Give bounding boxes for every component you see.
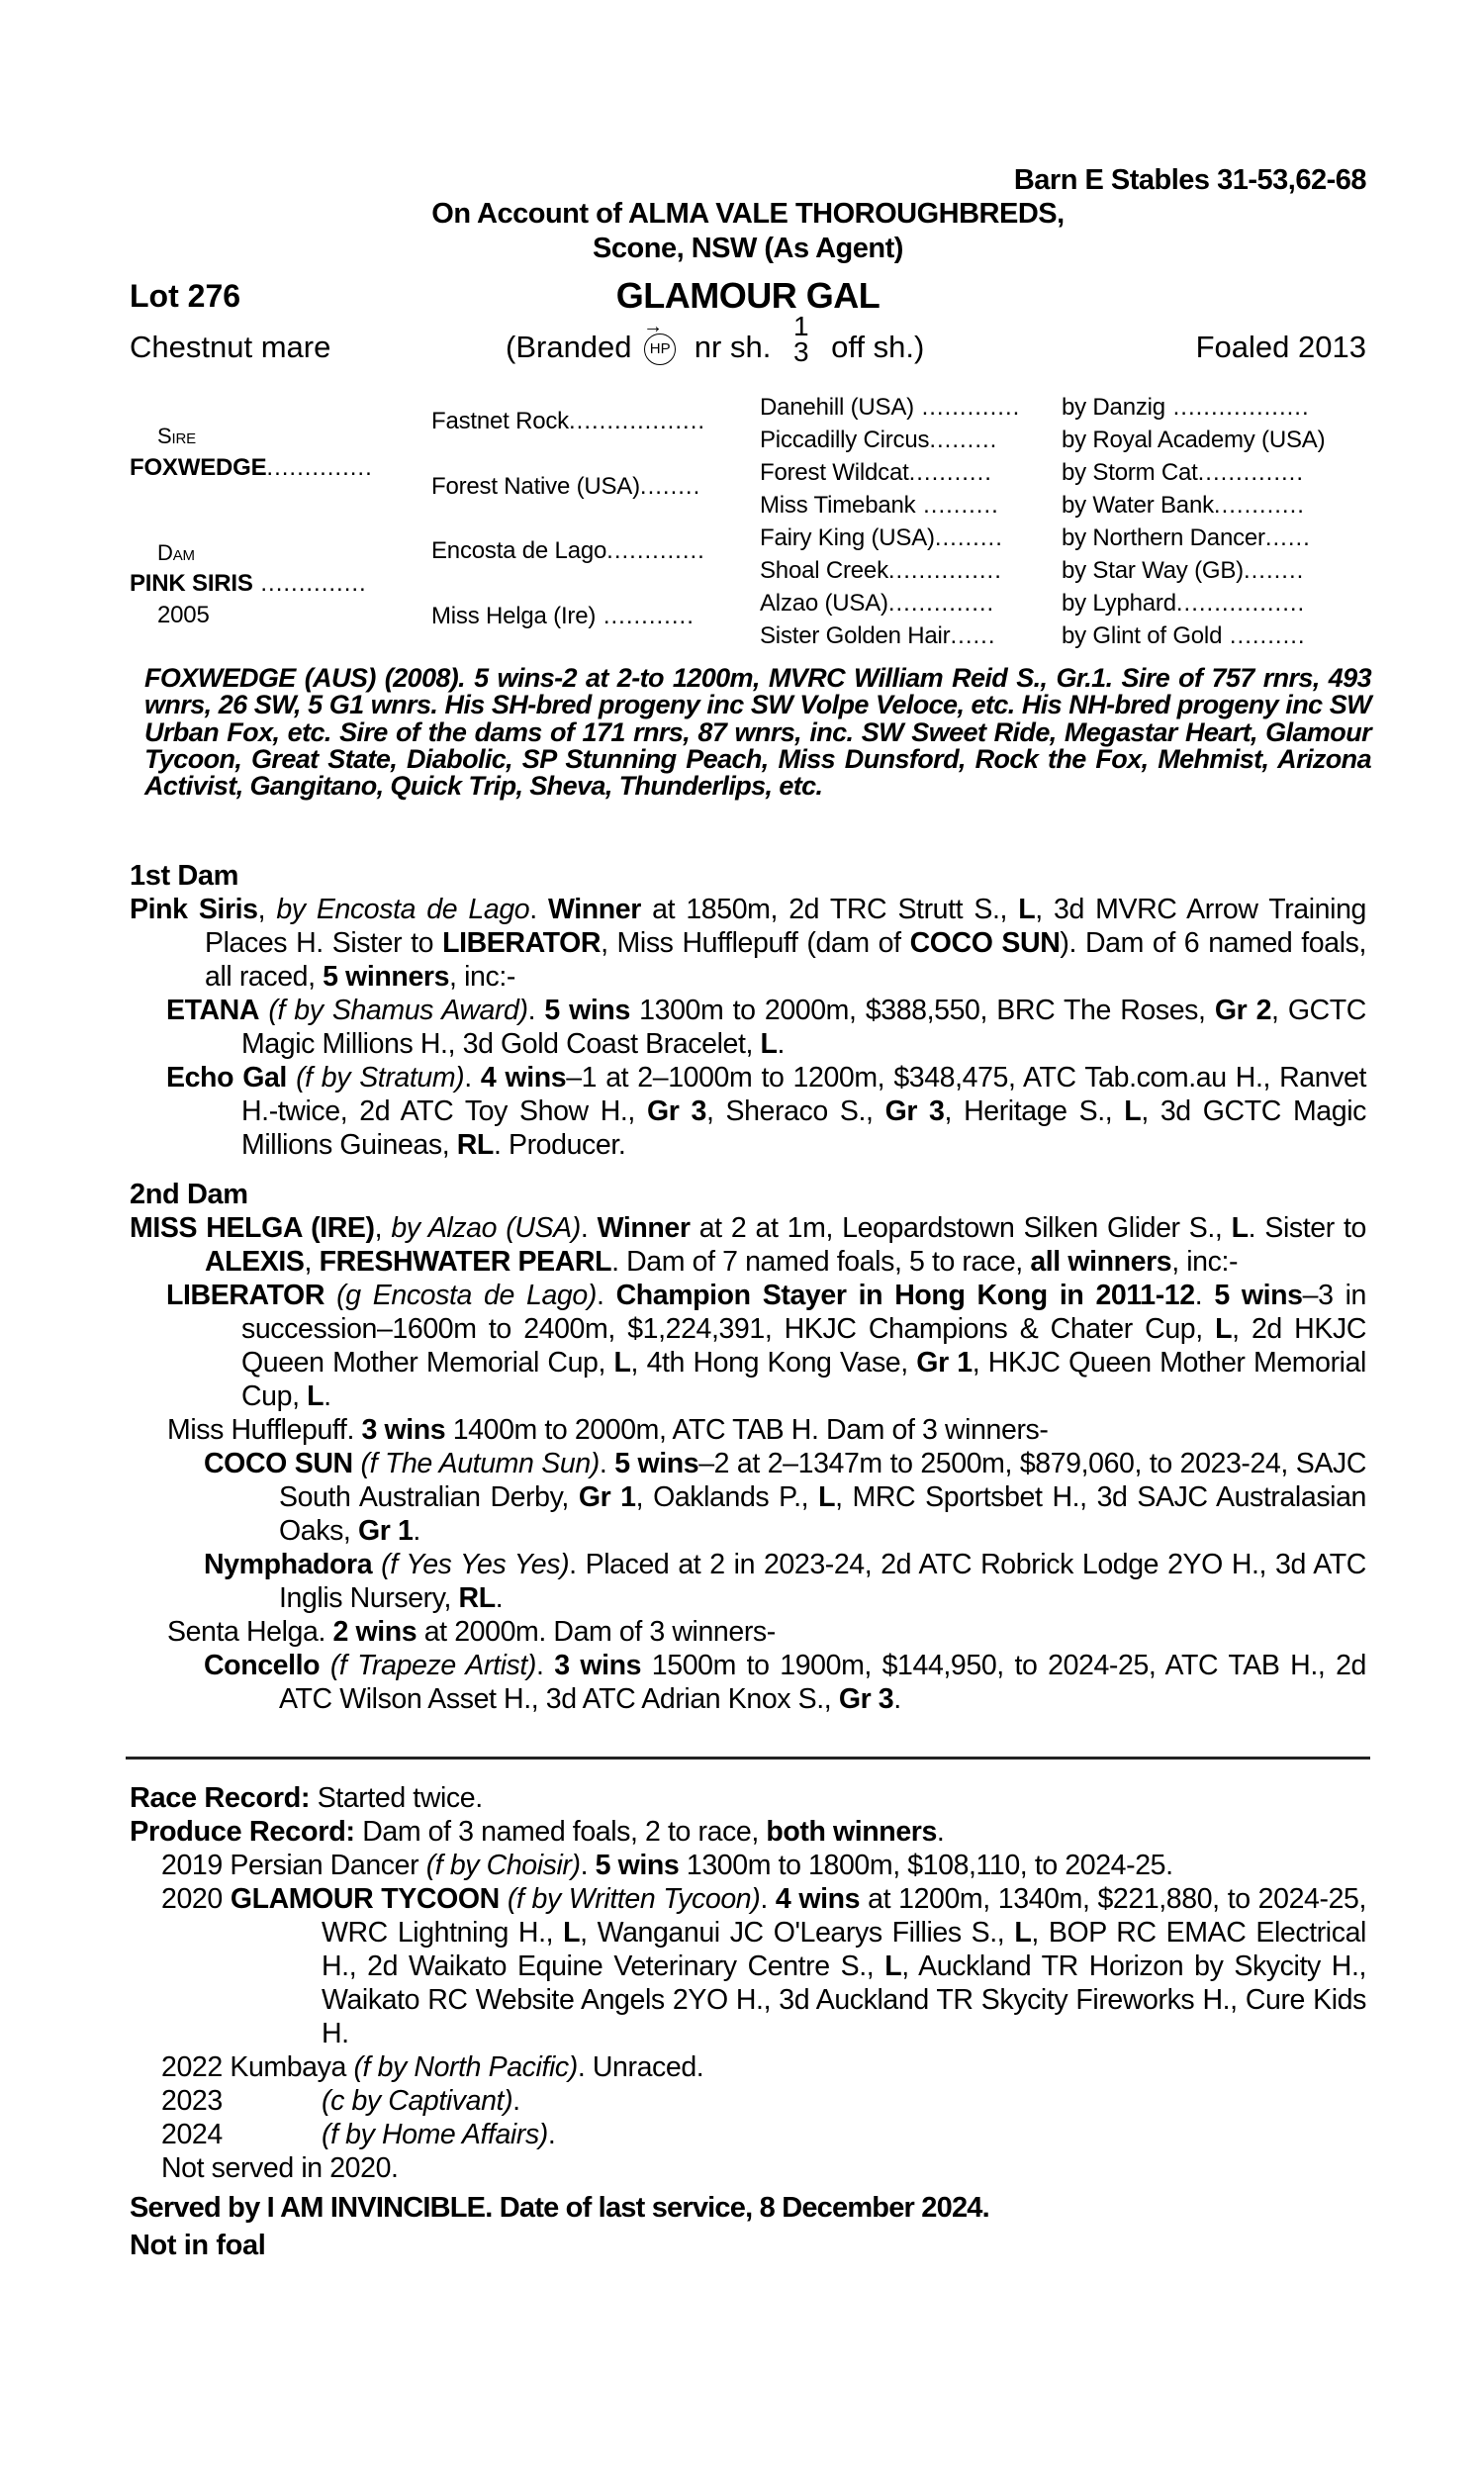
text-run: , 3d MVRC Arrow Training Places H. Sister to	[205, 894, 1366, 959]
text-run: , 2d HKJC Queen Mother Memorial Cup,	[241, 1313, 1366, 1379]
brand-mark-text: HP	[649, 339, 671, 357]
second-dam-paragraph: MISS HELGA (IRE), by Alzao (USA). Winner at 2 at 1m, Leopardstown Silken Glider S., L. Sister to ALEXIS, FRESHWATER PEARL. Dam of 7 named foals, 5 to race, all winners, inc:-	[130, 1212, 1366, 1278]
text-run: Fairy King (USA)	[760, 524, 935, 551]
text-run: .	[495, 1582, 504, 1614]
text-run: .	[596, 1280, 616, 1311]
text-run: 1500m to 1900m, $144,950, to 2024-25, ATC TAB H., 2d ATC Wilson Asset H., 3d ATC Adrian Knox S.,	[279, 1650, 1366, 1715]
italic-text: (f by Written Tycoon)	[507, 1883, 761, 1915]
horse-description	[130, 310, 1366, 379]
first-dam-section	[130, 859, 1366, 1162]
progeny-nymphadora	[130, 1548, 1366, 1615]
text-run: by Royal Academy (USA)	[1062, 427, 1326, 453]
leader-dots: .........	[934, 524, 1003, 551]
ggg-sire-1	[1062, 394, 1310, 422]
ggg-sire-3	[1062, 459, 1304, 487]
bold-text: 5 winners	[323, 961, 450, 993]
text-run: by Northern Dancer	[1062, 524, 1265, 551]
progeny-coco-sun	[130, 1447, 1366, 1548]
text-run: .	[529, 894, 548, 925]
text-run: , GCTC Magic Millions H., 3d Gold Coast Bracelet,	[241, 995, 1366, 1060]
italic-text: (f The Autumn Sun)	[360, 1448, 600, 1479]
bold-text: FOXWEDGE	[130, 454, 267, 481]
brand-description	[506, 310, 925, 367]
bold-text: MISS HELGA (IRE)	[130, 1212, 375, 1244]
text-run: .	[760, 1883, 776, 1915]
text-run: –3 in succession–1600m to 2400m, $1,224,391, HKJC Champions & Chater Cup,	[241, 1280, 1367, 1345]
granddam-2	[431, 603, 695, 630]
bold-text: COCO SUN	[204, 1448, 353, 1479]
second-dam-section	[130, 1178, 1366, 1716]
progeny-etana	[130, 994, 1366, 1061]
text-run: .	[580, 1850, 596, 1881]
progeny-senta-helga	[130, 1615, 1366, 1649]
text-run: . Unraced.	[577, 2051, 704, 2083]
leader-dots: .................	[1175, 590, 1306, 617]
ggg-sire-2	[1062, 427, 1325, 454]
fraction-denominator: 3	[792, 335, 809, 367]
text-run: 2023	[161, 2085, 223, 2117]
text-run: , MRC Sportsbet H., 3d SAJC Australasian Oaks,	[279, 1481, 1367, 1547]
leader-dots: ..............	[266, 454, 373, 481]
vendor-line-1: On Account of ALMA VALE THOROUGHBREDS,	[431, 198, 1065, 230]
text-run: by Glint of Gold	[1062, 622, 1223, 649]
bold-text: ETANA	[166, 995, 260, 1026]
bold-text: PINK SIRIS	[130, 570, 253, 597]
color-sex: Chestnut mare	[130, 330, 331, 364]
text-run: 2020	[161, 1883, 223, 1915]
first-dam-paragraph: Pink Siris, by Encosta de Lago. Winner at 1850m, 2d TRC Strutt S., L, 3d MVRC Arrow Training Places H. Sister to LIBERATOR, Miss Hufflepuff (dam of COCO SUN). Dam of 6 named foals, all raced, 5 winners, inc:-	[130, 894, 1367, 993]
vendor-line-2: Scone, NSW (As Agent)	[593, 233, 903, 264]
text-run: , Oaklands P.,	[635, 1481, 819, 1513]
bold-text: L	[307, 1380, 325, 1412]
bold-text: Concello	[204, 1650, 321, 1681]
produce-2020	[130, 1882, 1366, 2050]
great-grandparent-3	[760, 459, 992, 487]
produce-2024	[130, 2118, 1366, 2151]
text-run: .	[547, 2119, 556, 2150]
bold-text: Gr 3	[647, 1095, 706, 1127]
bold-text: all winners	[1030, 1246, 1172, 1278]
bold-text: 5 wins	[1214, 1280, 1303, 1311]
bold-text: Gr 3	[884, 1095, 945, 1127]
text-run: Fastnet Rock	[431, 408, 569, 434]
text-run: , Heritage S.,	[944, 1095, 1125, 1127]
sire-name	[130, 454, 373, 482]
italic-text: (f by Stratum)	[296, 1062, 465, 1094]
text-run: Shoal Creek	[760, 557, 888, 584]
brand-mark-icon	[643, 315, 676, 365]
text-run: at 1200m, 1340m, $221,880, to 2024-25, WRC Lightning H.,	[322, 1883, 1366, 1949]
progeny-liberator	[130, 1279, 1366, 1413]
bold-text: L	[563, 1917, 581, 1949]
text-run: –2 at 2–1347m to 2500m, $879,060, to 2023-24, SAJC South Australian Derby,	[279, 1448, 1366, 1513]
bold-text: 2 wins	[332, 1616, 417, 1648]
text-run: .	[599, 1448, 615, 1479]
text-run: , Sheraco S.,	[705, 1095, 885, 1127]
bold-text: Echo Gal	[166, 1062, 287, 1094]
great-grandparent-2	[760, 427, 997, 454]
text-run: 2024	[161, 2119, 223, 2150]
text-run: .	[413, 1515, 420, 1547]
text-run: , HKJC Queen Mother Memorial Cup,	[241, 1347, 1366, 1412]
bold-text: ALEXIS	[205, 1246, 305, 1278]
italic-text: (f by North Pacific)	[353, 2051, 578, 2083]
text-run: 2019	[161, 1850, 223, 1881]
text-run: , inc:-	[1171, 1246, 1239, 1278]
text-run: Forest Wildcat	[760, 459, 909, 486]
bold-text: Nymphadora	[204, 1549, 373, 1580]
dam-label: Dam	[157, 540, 195, 565]
fraction-numerator: 1	[792, 310, 809, 341]
progeny-echo-gal	[130, 1061, 1366, 1162]
text-run: .	[1194, 1280, 1215, 1311]
text-run: .	[527, 995, 545, 1026]
text-run: . Producer.	[493, 1129, 626, 1161]
great-grandparent-8	[760, 622, 996, 650]
text-run: 1300m to 2000m, $388,550, BRC The Roses,	[629, 995, 1215, 1026]
produce-record	[130, 1815, 1366, 1849]
text-run: .	[464, 1062, 481, 1094]
bold-text: L	[1014, 1917, 1032, 1949]
text-run: Persian Dancer	[222, 1850, 426, 1881]
bold-text: L	[760, 1028, 778, 1060]
bold-text: Gr 2	[1214, 995, 1272, 1026]
text-run: Alzao (USA)	[760, 590, 888, 617]
pedigree-table	[130, 394, 1376, 661]
text-run: Started twice.	[310, 1782, 483, 1814]
section-divider	[126, 1757, 1370, 1760]
bold-text: Produce Record:	[130, 1816, 355, 1848]
bold-text: RL	[456, 1129, 494, 1161]
leader-dots: ............	[596, 603, 695, 629]
bold-text: Winner	[547, 894, 641, 925]
bold-text: Gr 1	[578, 1481, 636, 1513]
horse-name: GLAMOUR GAL	[615, 275, 881, 316]
text-run: ,	[304, 1246, 320, 1278]
text-run: .	[324, 1380, 331, 1412]
great-grandparent-4	[760, 492, 999, 520]
bold-text: L	[884, 1951, 902, 1982]
progeny-miss-hufflepuff	[130, 1413, 1366, 1447]
leader-dots: ...........	[908, 459, 992, 486]
leader-dots: ..........	[1222, 622, 1306, 649]
bold-text: Champion Stayer in Hong Kong in 2011-12	[615, 1280, 1195, 1311]
bold-text: RL	[458, 1582, 496, 1614]
sire-label: Sire	[157, 424, 196, 448]
bold-text: L	[818, 1481, 836, 1513]
text-run: Forest Native (USA)	[431, 473, 640, 500]
bold-text: 3 wins	[361, 1414, 446, 1446]
text-run: , 4th Hong Kong Vase,	[630, 1347, 917, 1379]
leader-dots: ..................	[569, 408, 706, 434]
text-run: .	[936, 1816, 945, 1848]
leader-dots: .............	[606, 537, 705, 564]
bold-text: 4 wins	[775, 1883, 861, 1915]
ggg-sire-8	[1062, 622, 1306, 650]
grandsire-2	[431, 537, 705, 565]
bold-text: LIBERATOR	[442, 927, 602, 959]
text-run: . Placed at 2 in 2023-24, 2d ATC Robrick Lodge 2YO H., 3d ATC Inglis Nursery,	[279, 1549, 1366, 1614]
text-run: , Miss Hufflepuff (dam of	[601, 927, 910, 959]
brand-near-side: nr sh.	[694, 330, 772, 364]
stable-location: Barn E Stables 31-53,62-68	[1013, 164, 1366, 196]
bold-text: Winner	[597, 1212, 691, 1244]
leader-dots: ..............	[252, 570, 367, 597]
text-run: Miss Timebank	[760, 492, 916, 519]
foal-status: Not in foal	[130, 2230, 266, 2261]
italic-text: (f by Shamus Award)	[268, 995, 528, 1026]
text-run: , Auckland TR Horizon by Skycity H., Waikato RC Website Angels 2YO H., 3d Auckland TR Skycity Fireworks H., Cure Kids H.	[322, 1951, 1366, 2049]
bold-text: Pink Siris	[130, 894, 258, 925]
bold-text: L	[1231, 1212, 1249, 1244]
arrow-icon: →	[643, 315, 664, 337]
bold-text: Gr 3	[838, 1683, 894, 1715]
bold-text: 5 wins	[544, 995, 630, 1026]
leader-dots: ........	[639, 473, 701, 500]
bold-text: LIBERATOR	[166, 1280, 325, 1311]
text-run: Encosta de Lago	[431, 537, 607, 564]
text-run: , inc:-	[449, 961, 515, 993]
text-run: Miss Hufflepuff.	[167, 1414, 362, 1446]
text-run: at 2 at 1m, Leopardstown Silken Glider S.,	[690, 1212, 1232, 1244]
grandsire-1	[431, 408, 705, 435]
leader-dots: ...............	[887, 557, 1002, 584]
text-run: . Sister to	[1248, 1212, 1366, 1244]
leader-dots: .........	[929, 427, 998, 453]
bold-text: Gr 1	[357, 1515, 414, 1547]
produce-2019	[130, 1849, 1366, 1882]
dam-year: 2005	[157, 602, 210, 628]
bold-text: COCO SUN	[909, 927, 1061, 959]
text-run: by Star Way (GB)	[1062, 557, 1244, 584]
bold-text: Race Record:	[130, 1782, 311, 1814]
italic-text: (f by Home Affairs)	[322, 2119, 548, 2150]
text-run: , BOP RC EMAC Electrical H., 2d Waikato Equine Veterinary Centre S.,	[322, 1917, 1366, 1982]
bold-text: L	[1018, 894, 1036, 925]
text-run: Sister Golden Hair	[760, 622, 951, 649]
italic-text: (f Yes Yes Yes)	[381, 1549, 570, 1580]
leader-dots: ..................	[1164, 394, 1310, 421]
bold-text: both winners	[766, 1816, 937, 1848]
bold-text: L	[1124, 1095, 1142, 1127]
text-run: Piccadilly Circus	[760, 427, 930, 453]
ggg-sire-7	[1062, 590, 1305, 618]
foaled-year: Foaled 2013	[1195, 330, 1366, 364]
first-dam-heading: 1st Dam	[130, 860, 239, 892]
text-run: . Dam of 7 named foals, 5 to race,	[611, 1246, 1031, 1278]
bold-text: 4 wins	[480, 1062, 567, 1094]
not-served-note: Not served in 2020.	[161, 2152, 399, 2184]
leader-dots: ......	[950, 622, 996, 649]
brand-prefix: (Branded	[506, 330, 632, 364]
dam-name	[130, 570, 367, 598]
text-run: 1400m to 2000m, ATC TAB H. Dam of 3 winners-	[445, 1414, 1049, 1446]
text-run: Dam of 3 named foals, 2 to race,	[354, 1816, 767, 1848]
leader-dots: ..............	[887, 590, 995, 617]
italic-text: (c by Captivant)	[322, 2085, 513, 2117]
text-run: .	[893, 1683, 901, 1715]
text-run: .	[536, 1650, 555, 1681]
text-run: , Wanganui JC O'Learys Fillies S.,	[580, 1917, 1015, 1949]
bold-text: FRESHWATER PEARL	[319, 1246, 612, 1278]
sire-summary: FOXWEDGE (AUS) (2008). 5 wins-2 at 2-to 1200m, MVRC William Reid S., Gr.1. Sire of 757 rnrs, 493 wnrs, 26 SW, 5 G1 wnrs. His SH-bred progeny inc SW Volpe Veloce, etc. His NH-bred progeny inc SW Urban Fox, etc. Sire of the dams of 171 rnrs, 87 wnrs, inc. SW Sweet Ride, Megastar Heart, Glamour Tycoon, Great State, Diabolic, SP Stunning Peach, Miss Dunsford, Rock the Fox, Mehmist, Arizona Activist, Gangitano, Quick Trip, Sheva, Thunderlips, etc.	[144, 663, 1371, 802]
text-run: ). Dam of 6 named foals, all raced,	[205, 927, 1367, 993]
bold-text: 5 wins	[614, 1448, 699, 1479]
bold-text: 3 wins	[554, 1650, 642, 1681]
text-run: Danehill (USA)	[760, 394, 914, 421]
brand-off-side: off sh.)	[831, 330, 925, 364]
text-run: .	[777, 1028, 786, 1060]
italic-text: by Encosta de Lago	[276, 894, 530, 925]
ggg-sire-4	[1062, 492, 1305, 520]
italic-text: (f Trapeze Artist)	[329, 1650, 537, 1681]
text-run: –1 at 2–1000m to 1200m, $348,475, ATC Tab.com.au H., Ranvet H.-twice, 2d ATC Toy Show H.,	[241, 1062, 1366, 1127]
text-run: by Water Bank	[1062, 492, 1214, 519]
ggg-sire-6	[1062, 557, 1304, 585]
text-run: by Lyphard	[1062, 590, 1176, 617]
text-run: .	[580, 1212, 598, 1244]
brand-fraction	[792, 310, 809, 367]
text-run: 2022	[161, 2051, 223, 2083]
bold-text: GLAMOUR TYCOON	[230, 1883, 500, 1915]
text-run: Senta Helga.	[167, 1616, 333, 1648]
leader-dots: .............	[913, 394, 1021, 421]
great-grandparent-7	[760, 590, 994, 618]
granddam-1	[431, 473, 700, 501]
produce-2022	[130, 2050, 1366, 2084]
italic-text: by Alzao (USA)	[391, 1212, 581, 1244]
lot-number: Lot 276	[130, 278, 241, 314]
text-run: by Danzig	[1062, 394, 1165, 421]
bold-text: L	[1215, 1313, 1233, 1345]
bold-text: Gr 1	[916, 1347, 973, 1379]
text-run: , 3d GCTC Magic Millions Guineas,	[241, 1095, 1366, 1161]
great-grandparent-6	[760, 557, 1002, 585]
italic-text: (f by Choisir)	[425, 1850, 581, 1881]
leader-dots: ......	[1264, 524, 1311, 551]
great-grandparent-5	[760, 524, 1003, 552]
bold-text: 5 wins	[595, 1850, 680, 1881]
text-run: .	[512, 2085, 520, 2117]
leader-dots: ..............	[1197, 459, 1304, 486]
service-info: Served by I AM INVINCIBLE. Date of last service, 8 December 2024.	[130, 2192, 989, 2224]
text-run: by Storm Cat	[1062, 459, 1198, 486]
race-record	[130, 1781, 1366, 1815]
italic-text: (g Encosta de Lago)	[336, 1280, 597, 1311]
text-run: Kumbaya	[222, 2051, 354, 2083]
leader-dots: ..........	[915, 492, 999, 519]
great-grandparent-1	[760, 394, 1020, 422]
second-dam-heading: 2nd Dam	[130, 1179, 248, 1210]
text-run: at 2000m. Dam of 3 winners-	[417, 1616, 776, 1648]
bold-text: L	[613, 1347, 631, 1379]
progeny-concello	[130, 1649, 1366, 1716]
text-run: 1300m to 1800m, $108,110, to 2024-25.	[679, 1850, 1173, 1881]
leader-dots: ............	[1213, 492, 1305, 519]
records-section	[130, 1781, 1366, 2262]
ggg-sire-5	[1062, 524, 1311, 552]
text-run: Miss Helga (Ire)	[431, 603, 597, 629]
leader-dots: ........	[1243, 557, 1305, 584]
produce-2023	[130, 2084, 1366, 2118]
text-run: at 1850m, 2d TRC Strutt S.,	[640, 894, 1019, 925]
